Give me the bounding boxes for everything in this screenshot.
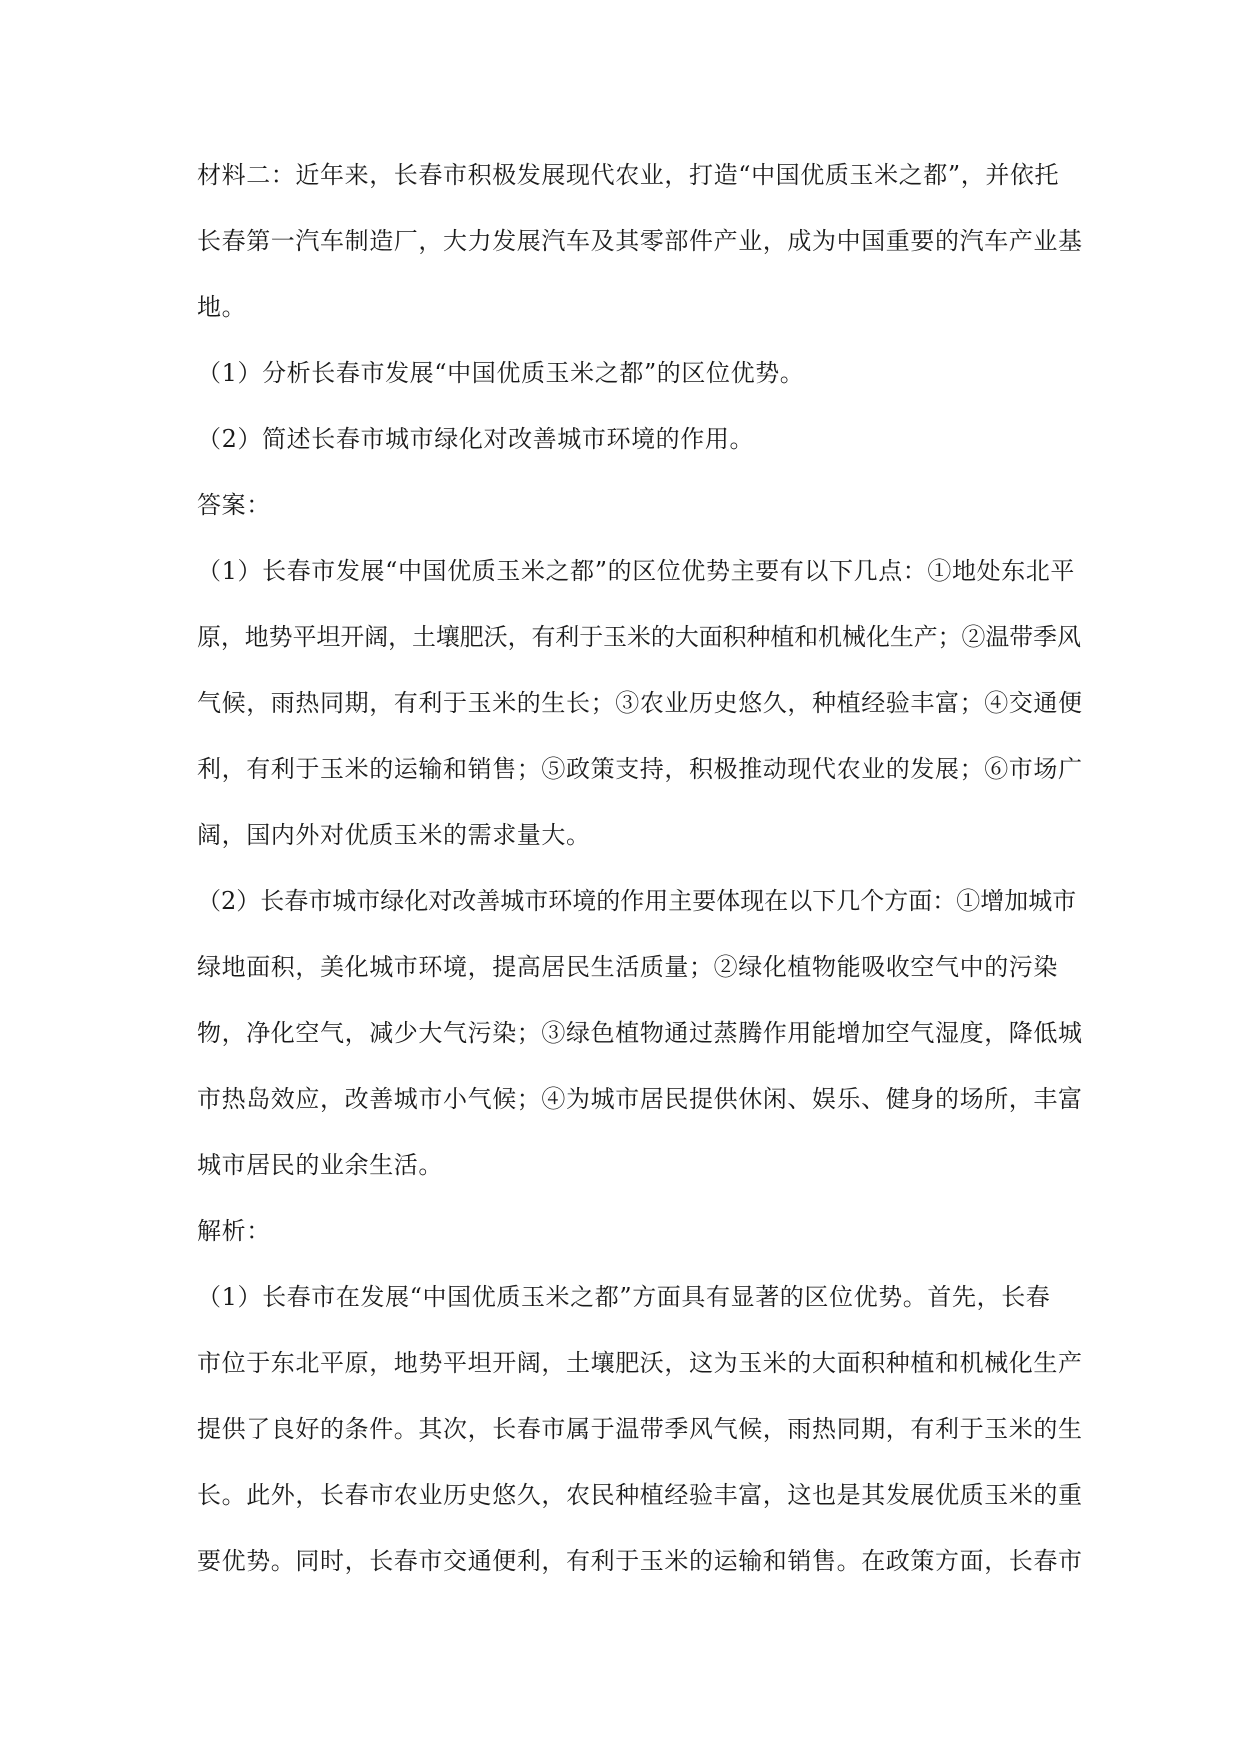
text-line: 原，地势平坦开阔，土壤肥沃，有利于玉米的大面积种植和机械化生产；②温带季风 (197, 623, 1081, 651)
text-line: 材料二：近年来，长春市积极发展现代农业，打造“中国优质玉米之都”，并依托 (197, 161, 1060, 189)
question-1: （1）分析长春市发展“中国优质玉米之都”的区位优势。 (197, 359, 805, 387)
text-line: 利，有利于玉米的运输和销售；⑤政策支持，积极推动现代农业的发展；⑥市场广 (197, 755, 1083, 783)
text-line: 城市居民的业余生活。 (197, 1151, 443, 1179)
text-line: 市位于东北平原，地势平坦开阔，土壤肥沃，这为玉米的大面积种植和机械化生产 (197, 1349, 1083, 1377)
analysis-heading: 解析： (197, 1217, 271, 1245)
text-line: 要优势。同时，长春市交通便利，有利于玉米的运输和销售。在政策方面，长春市 (197, 1547, 1083, 1575)
text-line: （1）长春市在发展“中国优质玉米之都”方面具有显著的区位优势。首先，长春 (197, 1283, 1051, 1311)
text-line: 市热岛效应，改善城市小气候；④为城市居民提供休闲、娱乐、健身的场所，丰富 (197, 1085, 1083, 1113)
question-2: （2）简述长春市城市绿化对改善城市环境的作用。 (197, 425, 755, 453)
text-line: 物，净化空气，减少大气污染；③绿色植物通过蒸腾作用能增加空气湿度，降低城 (197, 1019, 1083, 1047)
text-line: 气候，雨热同期，有利于玉米的生长；③农业历史悠久，种植经验丰富；④交通便 (197, 689, 1083, 717)
text-line: 长。此外，长春市农业历史悠久，农民种植经验丰富，这也是其发展优质玉米的重 (197, 1481, 1083, 1509)
text-line: 地。 (197, 293, 247, 321)
answer-heading: 答案： (197, 491, 271, 519)
text-line: （1）长春市发展“中国优质玉米之都”的区位优势主要有以下几点：①地处东北平 (197, 557, 1076, 585)
text-line: 阔，国内外对优质玉米的需求量大。 (197, 821, 591, 849)
text-line: 长春第一汽车制造厂，大力发展汽车及其零部件产业，成为中国重要的汽车产业基 (197, 227, 1083, 255)
text-line: 绿地面积，美化城市环境，提高居民生活质量；②绿化植物能吸收空气中的污染 (197, 953, 1058, 981)
text-line: （2）长春市城市绿化对改善城市环境的作用主要体现在以下几个方面：①增加城市 (197, 887, 1077, 915)
document-body (197, 142, 1083, 1594)
text-line: 提供了良好的条件。其次，长春市属于温带季风气候，雨热同期，有利于玉米的生 (197, 1415, 1083, 1443)
